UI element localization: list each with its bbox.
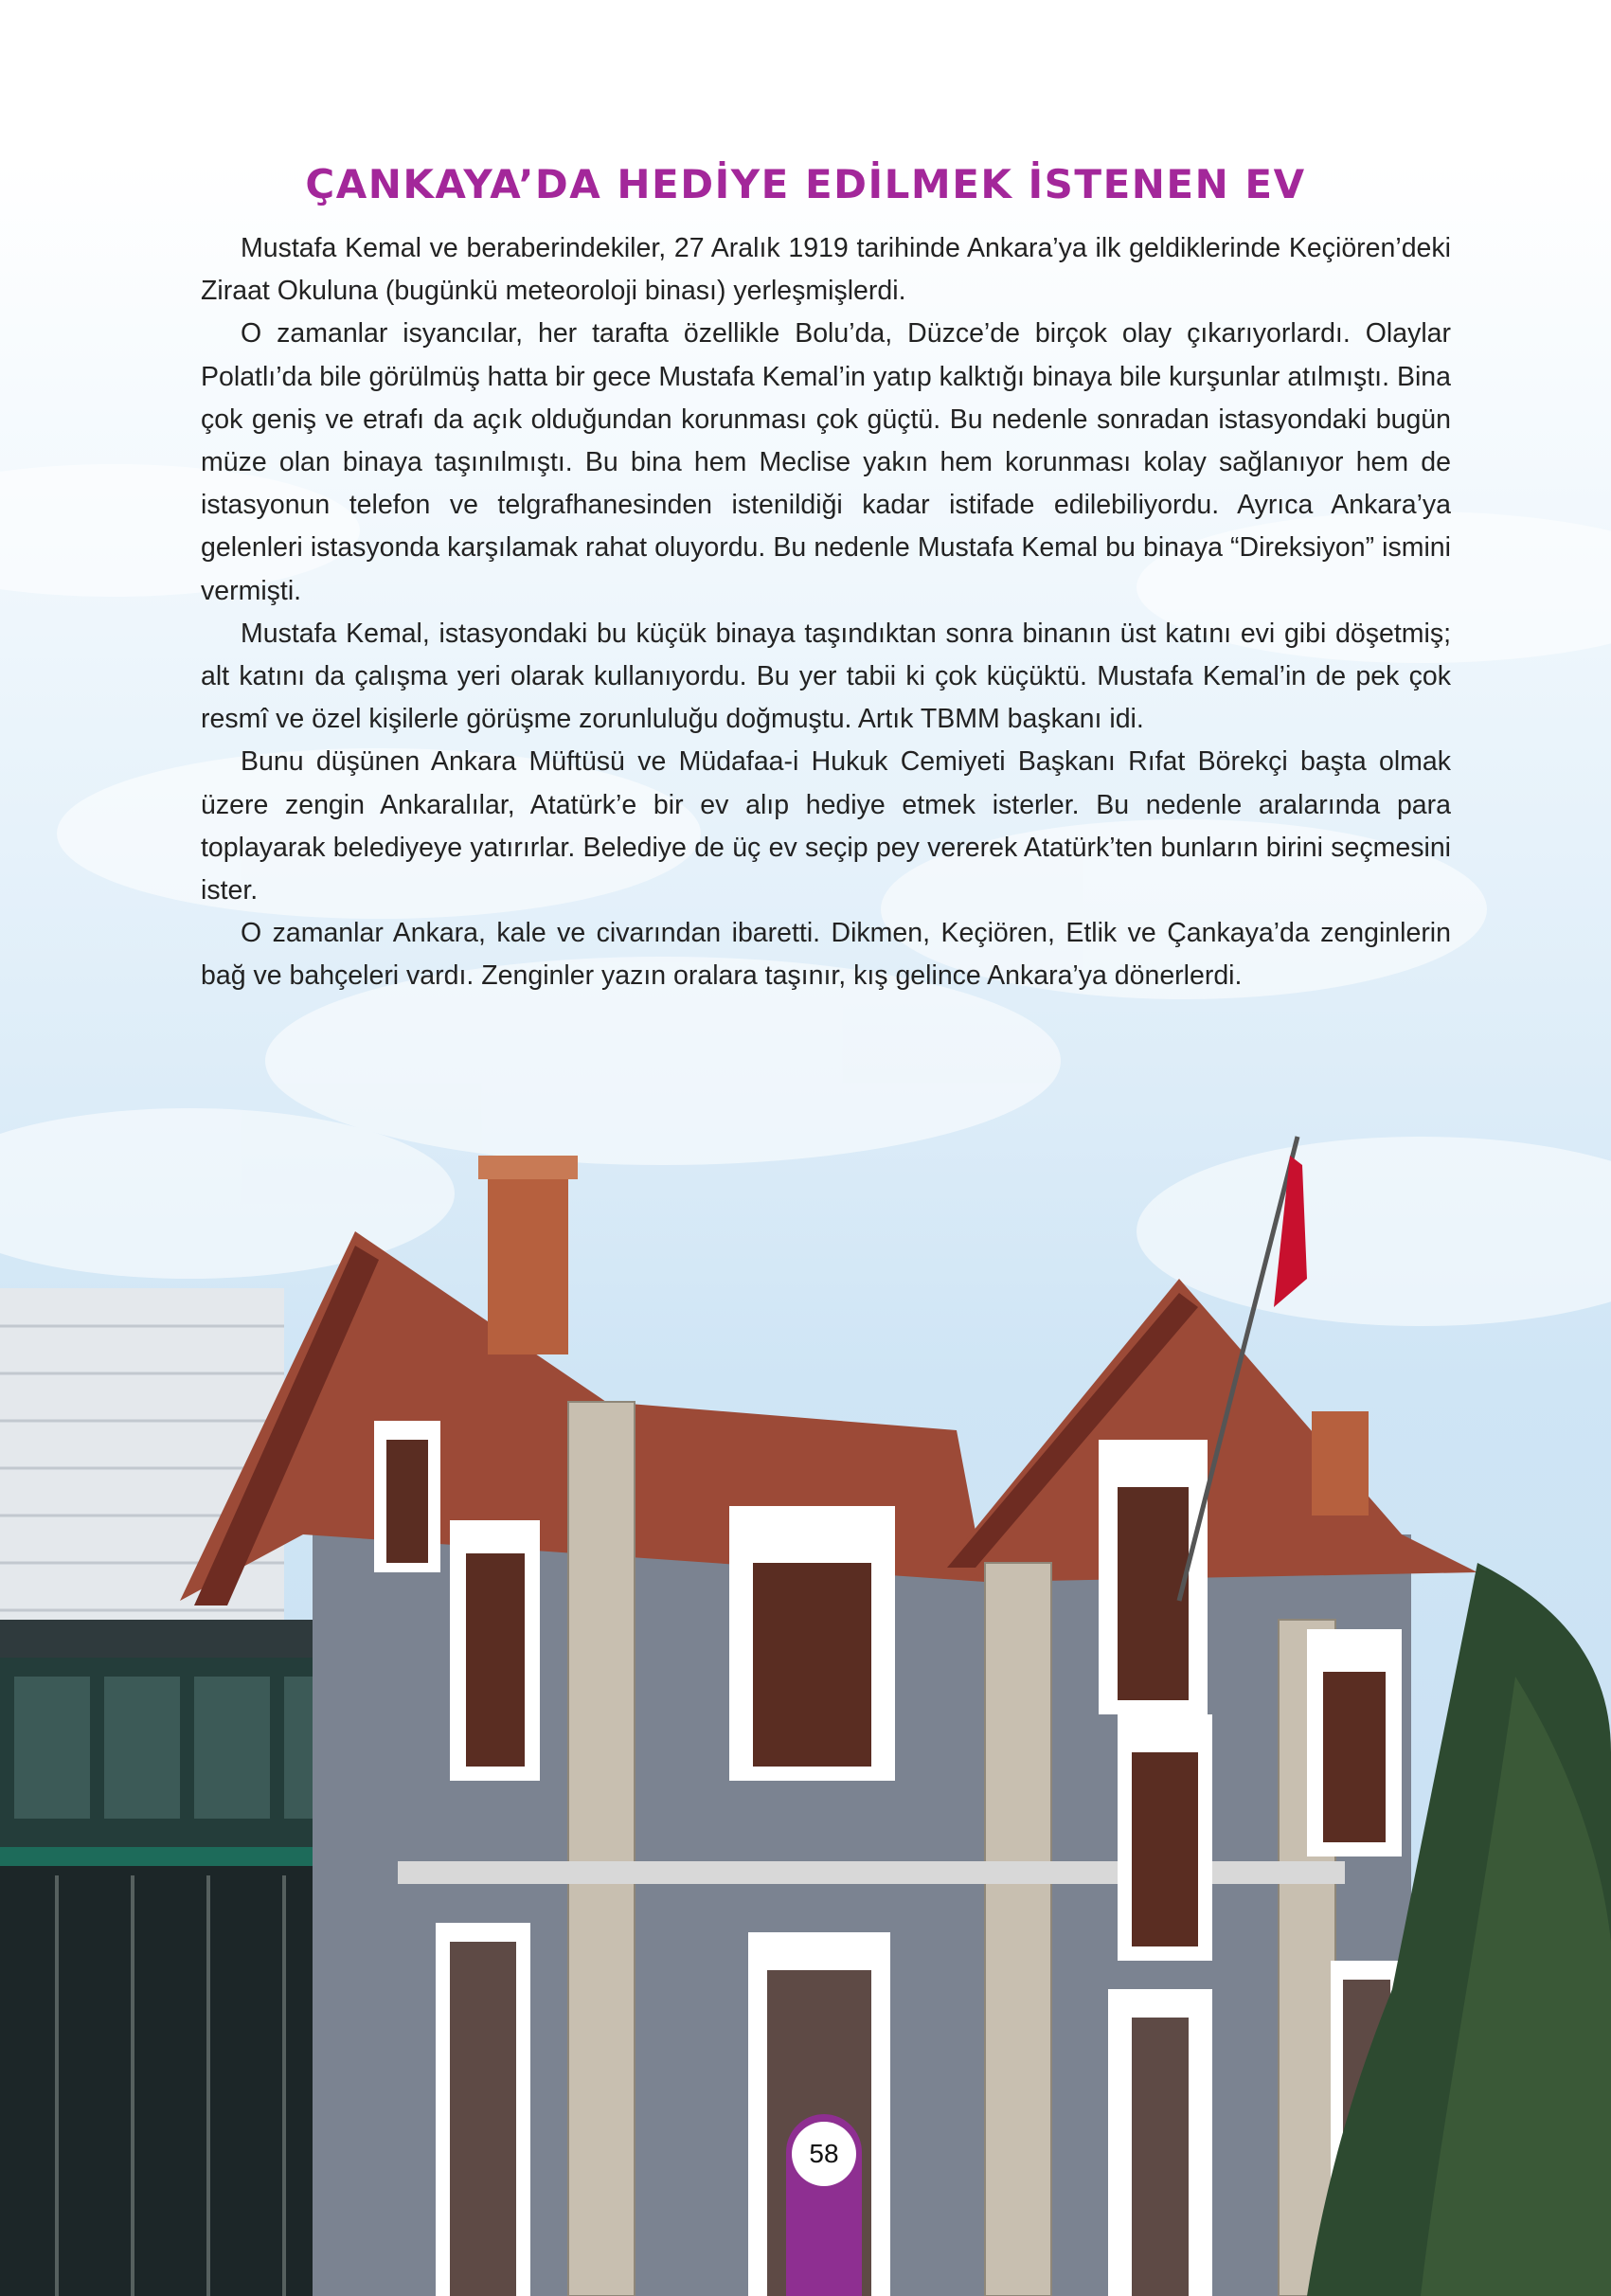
paragraph: Bunu düşünen Ankara Müftüsü ve Müdafaa-i Hukuk Cemiyeti Başkanı Rıfat Börekçi başta olmak üzere zengin Ankaralılar, Atatürk’e bir ev alıp hediye etmek isterler. Bu nedenle aralarında para toplayarak belediyeye yatırırlar. Belediye de üç ev seçip pey vererek Atatürk’ten bunların birini seçmesini ister. — [201, 746, 1451, 906]
building-photo — [0, 1089, 1611, 2296]
paragraph: O zamanlar isyancılar, her tarafta özellikle Bolu’da, Düzce’de birçok olay çıkarıyorlardı. Olaylar Polatlı’da bile görülmüş hatta bir gece Mustafa Kemal’in yatıp kalktığı binaya bile kurşunlar atılmıştı. Bina çok geniş ve etrafı da açık olduğundan korunması çok güçtü. Bu nedenle sonradan istasyondaki bugün müze olan binaya taşınılmıştı. Bu bina hem Meclise yakın hem korunması kolay sağlanıyor hem de istasyonun telefon ve telgrafhanesinden istenildiği kadar istifade edilebiliyordu. Ayrıca Ankara’ya gelenleri istasyonda karşılamak rahat oluyordu. Bu nedenle Mustafa Kemal bu binaya “Direksiyon” ismini vermişti. — [201, 318, 1451, 606]
page-number: 58 — [792, 2122, 856, 2186]
paragraph: Mustafa Kemal, istasyondaki bu küçük binaya taşındıktan sonra binanın üst katını evi gibi döşetmiş; alt katını da çalışma yeri olarak kullanıyordu. Bu yer tabii ki çok küçüktü. Mustafa Kemal’in de pek çok resmî ve özel kişilerle görüşme zorunluluğu doğmuştu. Artık TBMM başkanı idi. — [201, 618, 1451, 735]
paragraph: Mustafa Kemal ve beraberindekiler, 27 Aralık 1919 tarihinde Ankara’ya ilk geldiklerinde Keçiören’deki Ziraat Okuluna (bugünkü meteoroloji binası) yerleşmişlerdi. — [201, 233, 1451, 307]
body-text — [201, 227, 1451, 998]
page-title: ÇANKAYA’DA HEDİYE EDİLMEK İSTENEN EV — [305, 161, 1306, 207]
paragraph: O zamanlar Ankara, kale ve civarından ibaretti. Dikmen, Keçiören, Etlik ve Çankaya’da zenginlerin bağ ve bahçeleri vardı. Zenginler yazın oralara taşınır, kış gelince Ankara’ya dönerlerdi. — [201, 918, 1451, 992]
